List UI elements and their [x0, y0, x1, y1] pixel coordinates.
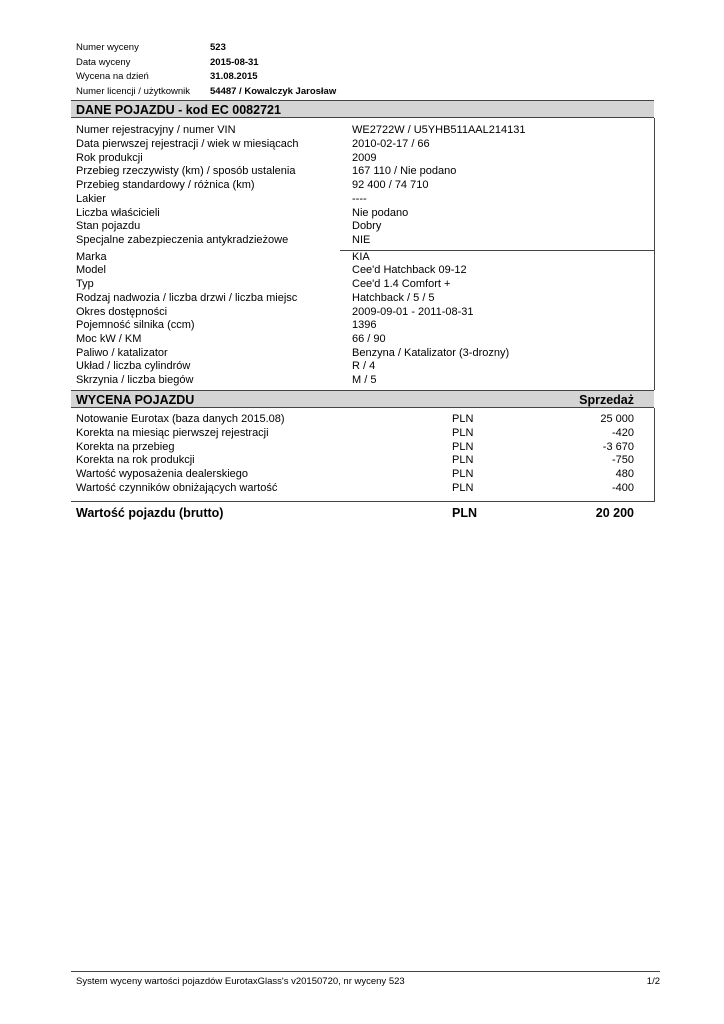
valuation-currency: PLN	[452, 454, 474, 466]
valuation-label: Wartość wyposażenia dealerskiego	[76, 468, 249, 480]
header-value: 31.08.2015	[210, 71, 258, 82]
valuation-amount: -750	[611, 454, 634, 466]
vehicle-spec-label: Marka	[76, 251, 107, 263]
valuation-section-title: WYCENA POJAZDU	[76, 393, 195, 407]
vehicle-detail-value: 167 110 / Nie podano	[352, 165, 457, 177]
vehicle-spec-label: Układ / liczba cylindrów	[76, 360, 191, 372]
valuation-bottom-border	[71, 501, 655, 502]
vehicle-detail-label: Lakier	[76, 193, 106, 205]
vehicle-spec-label: Moc kW / KM	[76, 333, 142, 345]
header-label: Numer licencji / użytkownik	[76, 86, 191, 97]
valuation-amount: 25 000	[600, 413, 634, 425]
section-right-border	[654, 118, 655, 390]
vehicle-detail-label: Rok produkcji	[76, 152, 143, 164]
valuation-amount: -420	[611, 427, 634, 439]
vehicle-detail-value: NIE	[352, 234, 371, 246]
vehicle-detail-value: Nie podano	[352, 207, 409, 219]
header-value: 54487 / Kowalczyk Jarosław	[210, 86, 337, 97]
valuation-row	[76, 468, 636, 482]
valuation-row	[76, 454, 636, 468]
vehicle-detail-value: ----	[352, 193, 367, 205]
valuation-row	[76, 413, 636, 427]
valuation-row	[76, 482, 636, 496]
valuation-currency: PLN	[452, 427, 474, 439]
vehicle-detail-value: 2010-02-17 / 66	[352, 138, 430, 150]
valuation-label: Korekta na przebieg	[76, 441, 175, 453]
vehicle-spec-value: Hatchback / 5 / 5	[352, 292, 435, 304]
valuation-label: Notowanie Eurotax (baza danych 2015.08)	[76, 413, 285, 425]
valuation-right-border	[654, 408, 655, 502]
vehicle-section-title: DANE POJAZDU - kod EC 0082721	[76, 103, 281, 117]
valuation-amount: -400	[611, 482, 634, 494]
footer-text: System wyceny wartości pojazdów EurotaxGlass's v20150720, nr wyceny 523	[76, 976, 405, 987]
total-row	[76, 505, 636, 521]
page-number: 1/2	[646, 976, 660, 987]
valuation-currency: PLN	[452, 482, 474, 494]
total-amount: 20 200	[595, 506, 634, 520]
valuation-amount: 480	[615, 468, 634, 480]
valuation-label: Korekta na rok produkcji	[76, 454, 195, 466]
vehicle-spec-value: M / 5	[352, 374, 377, 386]
vehicle-spec-label: Skrzynia / liczba biegów	[76, 374, 194, 386]
section-divider	[340, 250, 655, 251]
vehicle-section-header	[71, 100, 654, 118]
header-label: Numer wyceny	[76, 42, 139, 53]
vehicle-spec-value: 2009-09-01 - 2011-08-31	[352, 306, 474, 318]
valuation-currency: PLN	[452, 468, 474, 480]
valuation-row	[76, 427, 636, 441]
vehicle-detail-label: Data pierwszej rejestracji / wiek w miesiącach	[76, 138, 299, 150]
footer-rule	[71, 971, 660, 972]
header-value: 523	[210, 42, 226, 53]
vehicle-spec-value: 66 / 90	[352, 333, 386, 345]
sale-column-header: Sprzedaż	[579, 393, 634, 407]
footer	[76, 975, 660, 989]
valuation-currency: PLN	[452, 441, 474, 453]
valuation-label: Wartość czynników obniżających wartość	[76, 482, 278, 494]
vehicle-spec-value: KIA	[352, 251, 370, 263]
vehicle-detail-label: Przebieg rzeczywisty (km) / sposób ustalenia	[76, 165, 296, 177]
valuation-row	[76, 441, 636, 455]
vehicle-detail-label: Specjalne zabezpieczenia antykradzieżowe	[76, 234, 289, 246]
vehicle-spec-label: Pojemność silnika (ccm)	[76, 319, 195, 331]
valuation-label: Korekta na miesiąc pierwszej rejestracji	[76, 427, 269, 439]
vehicle-spec-value: Cee'd 1.4 Comfort +	[352, 278, 451, 290]
vehicle-spec-value: 1396	[352, 319, 377, 331]
vehicle-spec-value: Cee'd Hatchback 09-12	[352, 264, 467, 276]
vehicle-detail-label: Numer rejestracyjny / numer VIN	[76, 124, 236, 136]
header-label: Wycena na dzień	[76, 71, 149, 82]
vehicle-spec-label: Paliwo / katalizator	[76, 347, 168, 359]
header-label: Data wyceny	[76, 57, 131, 68]
vehicle-detail-label: Stan pojazdu	[76, 220, 141, 232]
vehicle-spec-label: Okres dostępności	[76, 306, 168, 318]
vehicle-spec-label: Typ	[76, 278, 94, 290]
vehicle-spec-value: R / 4	[352, 360, 376, 372]
header-value: 2015-08-31	[210, 57, 259, 68]
vehicle-detail-value: Dobry	[352, 220, 382, 232]
vehicle-detail-value: WE2722W / U5YHB511AAL214131	[352, 124, 526, 136]
vehicle-spec-label: Model	[76, 264, 106, 276]
vehicle-detail-label: Liczba właścicieli	[76, 207, 160, 219]
vehicle-spec-value: Benzyna / Katalizator (3-drozny)	[352, 347, 510, 359]
vehicle-detail-value: 2009	[352, 152, 377, 164]
vehicle-detail-label: Przebieg standardowy / różnica (km)	[76, 179, 255, 191]
vehicle-detail-value: 92 400 / 74 710	[352, 179, 429, 191]
valuation-section-header	[71, 390, 654, 408]
vehicle-spec-label: Rodzaj nadwozia / liczba drzwi / liczba miejsc	[76, 292, 298, 304]
valuation-currency: PLN	[452, 413, 474, 425]
total-currency: PLN	[452, 506, 477, 520]
valuation-amount: -3 670	[602, 441, 634, 453]
total-label: Wartość pojazdu (brutto)	[76, 506, 224, 520]
